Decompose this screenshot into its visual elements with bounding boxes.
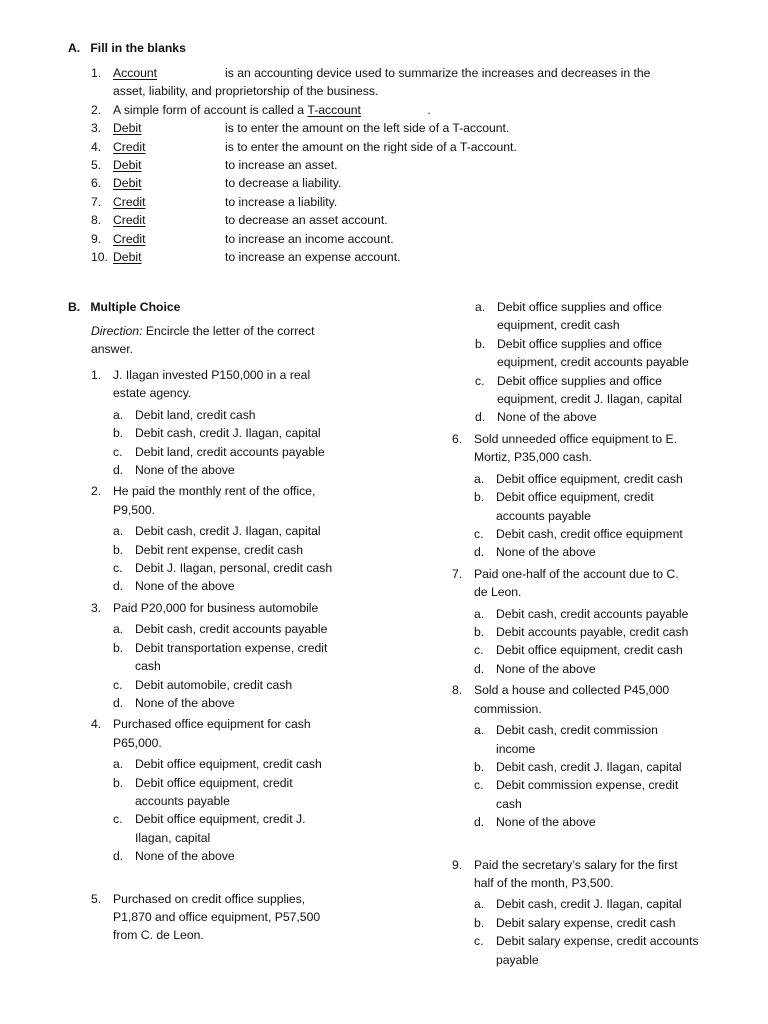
question-9 [452,856,752,969]
choice-text: Debit rent expense, credit cash [135,542,304,557]
choice-text: Debit salary expense, credit accounts [496,934,699,949]
choice-option [113,774,371,811]
choice-option [113,694,371,712]
choice-letter: d. [474,661,485,676]
choice-option [474,660,752,678]
question-2 [91,482,371,595]
choice-option [113,755,371,773]
question-number: 9. [452,857,463,872]
item-number: 10. [91,250,108,265]
choice-option [474,776,752,813]
question-options [452,721,752,831]
choice-text: payable [496,952,539,967]
blank-answer: Credit [113,213,146,228]
choice-option [113,620,371,638]
choice-letter: b. [474,915,485,930]
choice-letter: a. [113,622,124,637]
choice-option [474,605,752,623]
question-number: 1. [91,368,102,382]
question-number: 7. [452,566,463,581]
choice-text: None of the above [135,695,235,710]
question-number: 2. [91,484,102,499]
choice-text: Debit office equipment, credit cash [496,643,683,658]
choice-letter: b. [474,625,485,640]
choice-text: Debit office equipment, credit [496,490,654,505]
choice-text: None of the above [496,661,596,676]
choice-option [113,847,371,865]
direction-text: Encircle the letter of the correct [142,324,315,338]
fill-in-blanks-list [91,64,711,266]
item-number: 1. [91,66,102,80]
item-number: 5. [91,158,102,173]
choice-text: None of the above [135,849,235,864]
question-stem [452,430,752,467]
blank-item-9 [91,230,711,248]
blank-answer: Credit [113,231,146,246]
choice-text: equipment, credit J. Ilagan, capital [497,392,682,407]
choice-text: None of the above [135,463,235,478]
question-5-options [475,298,745,427]
right-question-column [452,430,752,972]
question-text: P65,000. [113,735,162,750]
choice-option [113,810,371,847]
choice-text: Debit accounts payable, credit cash [496,625,689,640]
choice-option [113,559,371,577]
choice-text: cash [135,659,161,674]
direction-text-cont: answer. [91,342,134,357]
choice-letter: b. [113,426,124,441]
choice-text: Debit office supplies and office [497,336,662,351]
question-number: 4. [91,717,102,732]
choice-text: Debit cash, credit commission [496,723,658,738]
question-text: from C. de Leon. [113,928,204,943]
item-text: . [427,102,431,117]
choice-letter: c. [113,677,123,692]
choice-option [474,758,752,776]
choice-text: Debit cash, credit J. Ilagan, capital [135,426,321,441]
blank-answer: Debit [113,250,142,265]
item-text: to decrease an asset account. [225,213,388,228]
blank-answer: Debit [113,158,142,173]
choice-letter: a. [113,757,124,772]
question-options [91,406,371,480]
choice-option [474,470,752,488]
choice-text: Debit office equipment, credit J. [135,812,306,827]
blank-answer: Debit [113,121,142,136]
choice-letter: b. [475,336,486,351]
choice-letter: c. [113,444,123,459]
choice-letter: b. [113,640,124,655]
question-text: Paid one-half of the account due to C. [474,566,679,581]
question-8 [452,681,752,831]
blank-item-7 [91,193,711,211]
question-options [452,895,752,969]
choice-text: None of the above [496,545,596,560]
choice-letter: c. [113,812,123,827]
question-stem [91,715,371,752]
choice-letter: a. [113,524,124,539]
choice-text: Debit automobile, credit cash [135,677,293,692]
blank-item-4 [91,138,711,156]
choice-option [474,914,752,932]
question-stem [452,565,752,602]
question-text: Paid P20,000 for business automobile [113,600,319,615]
choice-letter: a. [113,407,124,422]
choice-option [113,522,371,540]
blank-item-8 [91,211,711,229]
choice-letter: d. [474,815,485,830]
question-options [91,755,371,865]
choice-letter: a. [474,471,485,486]
choice-text: Debit cash, credit J. Ilagan, capital [496,759,682,774]
choice-option [113,577,371,595]
item-text: to increase an income account. [225,231,394,246]
choice-option [113,461,371,479]
choice-text: income [496,741,536,756]
choice-letter: d. [113,695,124,710]
question-number: 6. [452,432,463,446]
question-text: P1,870 and office equipment, P57,500 [113,909,321,924]
item-number: 7. [91,194,102,209]
question-text: J. Ilagan invested P150,000 in a real [113,368,311,382]
section-a-heading [68,39,186,57]
question-stem [91,890,371,945]
item-text-cont: asset, liability, and proprietorship of the business. [113,84,379,99]
question-stem [91,366,371,403]
choice-text: Debit office supplies and office [497,300,662,314]
item-number: 6. [91,176,102,191]
choice-text: Debit cash, credit J. Ilagan, capital [135,524,321,539]
choice-letter: c. [475,373,485,388]
question-stem [91,599,371,617]
item-number: 3. [91,121,102,136]
choice-text: Debit transportation expense, credit [135,640,328,655]
choice-letter: d. [474,545,485,560]
question-3 [91,599,371,712]
choice-letter: d. [113,579,124,594]
section-b-heading [68,298,180,316]
choice-text: None of the above [496,815,596,830]
item-number: 2. [91,102,102,117]
item-text: to increase a liability. [225,194,338,209]
blank-item-6 [91,174,711,192]
choice-letter: b. [113,542,124,557]
choice-letter: d. [113,849,124,864]
question-number: 8. [452,683,463,698]
item-number: 8. [91,213,102,228]
direction-label: Direction: [91,324,143,338]
section-a-letter: A. [68,41,81,55]
direction [91,322,361,359]
question-stem [452,681,752,718]
blank-answer: Debit [113,176,142,191]
choice-option [113,424,371,442]
choice-letter: d. [475,410,486,425]
question-text: de Leon. [474,585,522,600]
choice-option [474,895,752,913]
blank-answer: T-account [307,102,361,117]
choice-text: Debit commission expense, credit [496,778,679,793]
choice-option [475,298,745,335]
blank-item-3 [91,119,711,137]
choice-text: None of the above [135,579,235,594]
choice-option [475,408,745,426]
question-options [91,522,371,596]
choice-text: Debit cash, credit accounts payable [496,606,689,621]
item-number: 9. [91,231,102,246]
item-text: to increase an asset. [225,158,338,173]
item-text: is to enter the amount on the left side of a T-account. [225,121,510,136]
choice-letter: d. [113,463,124,478]
choice-letter: b. [474,759,485,774]
question-text: Mortiz, P35,000 cash. [474,450,592,465]
choice-option [475,335,745,372]
choice-letter: a. [474,897,485,912]
choice-option [113,639,371,676]
choice-text: Debit office equipment, credit cash [496,471,683,486]
question-6 [452,430,752,562]
choice-text: Debit office equipment, credit [135,775,293,790]
choice-text: cash [496,796,522,811]
choice-letter: c. [474,778,484,793]
choice-option [474,813,752,831]
section-b-title: Multiple Choice [90,300,181,314]
question-text: commission. [474,701,542,716]
item-text: is an accounting device used to summarize the increases and decreases in the [225,66,651,80]
question-options [91,620,371,712]
question-1 [91,366,371,479]
item-text: is to enter the amount on the right side of a T-account. [225,139,517,154]
choice-letter: a. [474,723,485,738]
question-text: Purchased on credit office supplies, [113,891,306,906]
item-number: 4. [91,139,102,154]
question-number: 3. [91,600,102,615]
choice-option [113,443,371,461]
choice-letter: c. [474,934,484,949]
question-number: 5. [91,891,102,906]
choice-option [474,721,752,758]
blank-item-1 [91,64,711,101]
choice-option [474,488,752,525]
choice-text: equipment, credit accounts payable [497,355,689,370]
choice-letter: c. [474,527,484,542]
choice-letter: a. [475,300,486,314]
choice-text: Debit land, credit cash [135,407,256,422]
question-stem [91,482,371,519]
choice-option [113,406,371,424]
question-stem [452,856,752,893]
question-text: Sold a house and collected P45,000 [474,683,670,698]
choice-text: Debit J. Ilagan, personal, credit cash [135,561,333,576]
blank-item-2 [91,101,711,119]
choice-text: Debit office supplies and office [497,373,662,388]
choice-text: equipment, credit cash [497,318,620,333]
question-7 [452,565,752,678]
question-text: Sold unneeded office equipment to E. [474,432,678,446]
choice-letter: a. [474,606,485,621]
section-b-letter: B. [68,300,81,314]
choice-text: Debit cash, credit accounts payable [135,622,328,637]
question-text: Paid the secretary’s salary for the first [474,857,678,872]
choice-option [474,932,752,969]
blank-answer: Credit [113,194,146,209]
choice-letter: b. [474,490,485,505]
choice-option [474,543,752,561]
question-text: He paid the monthly rent of the office, [113,484,316,499]
choice-letter: b. [113,775,124,790]
choice-text: Debit cash, credit office equipment [496,527,683,542]
choice-option [474,641,752,659]
item-text-pre: A simple form of account is called a [113,102,308,117]
choice-option [474,623,752,641]
blank-item-5 [91,156,711,174]
question-text: Purchased office equipment for cash [113,717,311,732]
choice-option [475,372,745,409]
choice-text: accounts payable [135,793,230,808]
choice-option [113,541,371,559]
blank-item-10 [91,248,711,266]
choice-option [113,676,371,694]
choice-text: Debit land, credit accounts payable [135,444,325,459]
section-a-title: Fill in the blanks [90,41,186,55]
choice-text: Debit salary expense, credit cash [496,915,676,930]
question-text: half of the month, P3,500. [474,875,614,890]
question-options [452,470,752,562]
choice-option [474,525,752,543]
choice-text: None of the above [497,410,597,425]
blank-answer: Account [113,66,158,80]
choice-text: Ilagan, capital [135,830,211,845]
choice-letter: c. [474,643,484,658]
question-5 [91,890,371,945]
question-text: P9,500. [113,502,156,517]
question-4 [91,715,371,865]
choice-text: accounts payable [496,508,591,523]
choice-text: Debit office equipment, credit cash [135,757,322,772]
question-text: estate agency. [113,386,192,401]
item-text: to decrease a liability. [225,176,342,191]
question-options [452,605,752,679]
choice-text: Debit cash, credit J. Ilagan, capital [496,897,682,912]
item-text: to increase an expense account. [225,250,401,265]
blank-answer: Credit [113,139,146,154]
choice-letter: c. [113,561,123,576]
left-question-column [91,366,371,948]
